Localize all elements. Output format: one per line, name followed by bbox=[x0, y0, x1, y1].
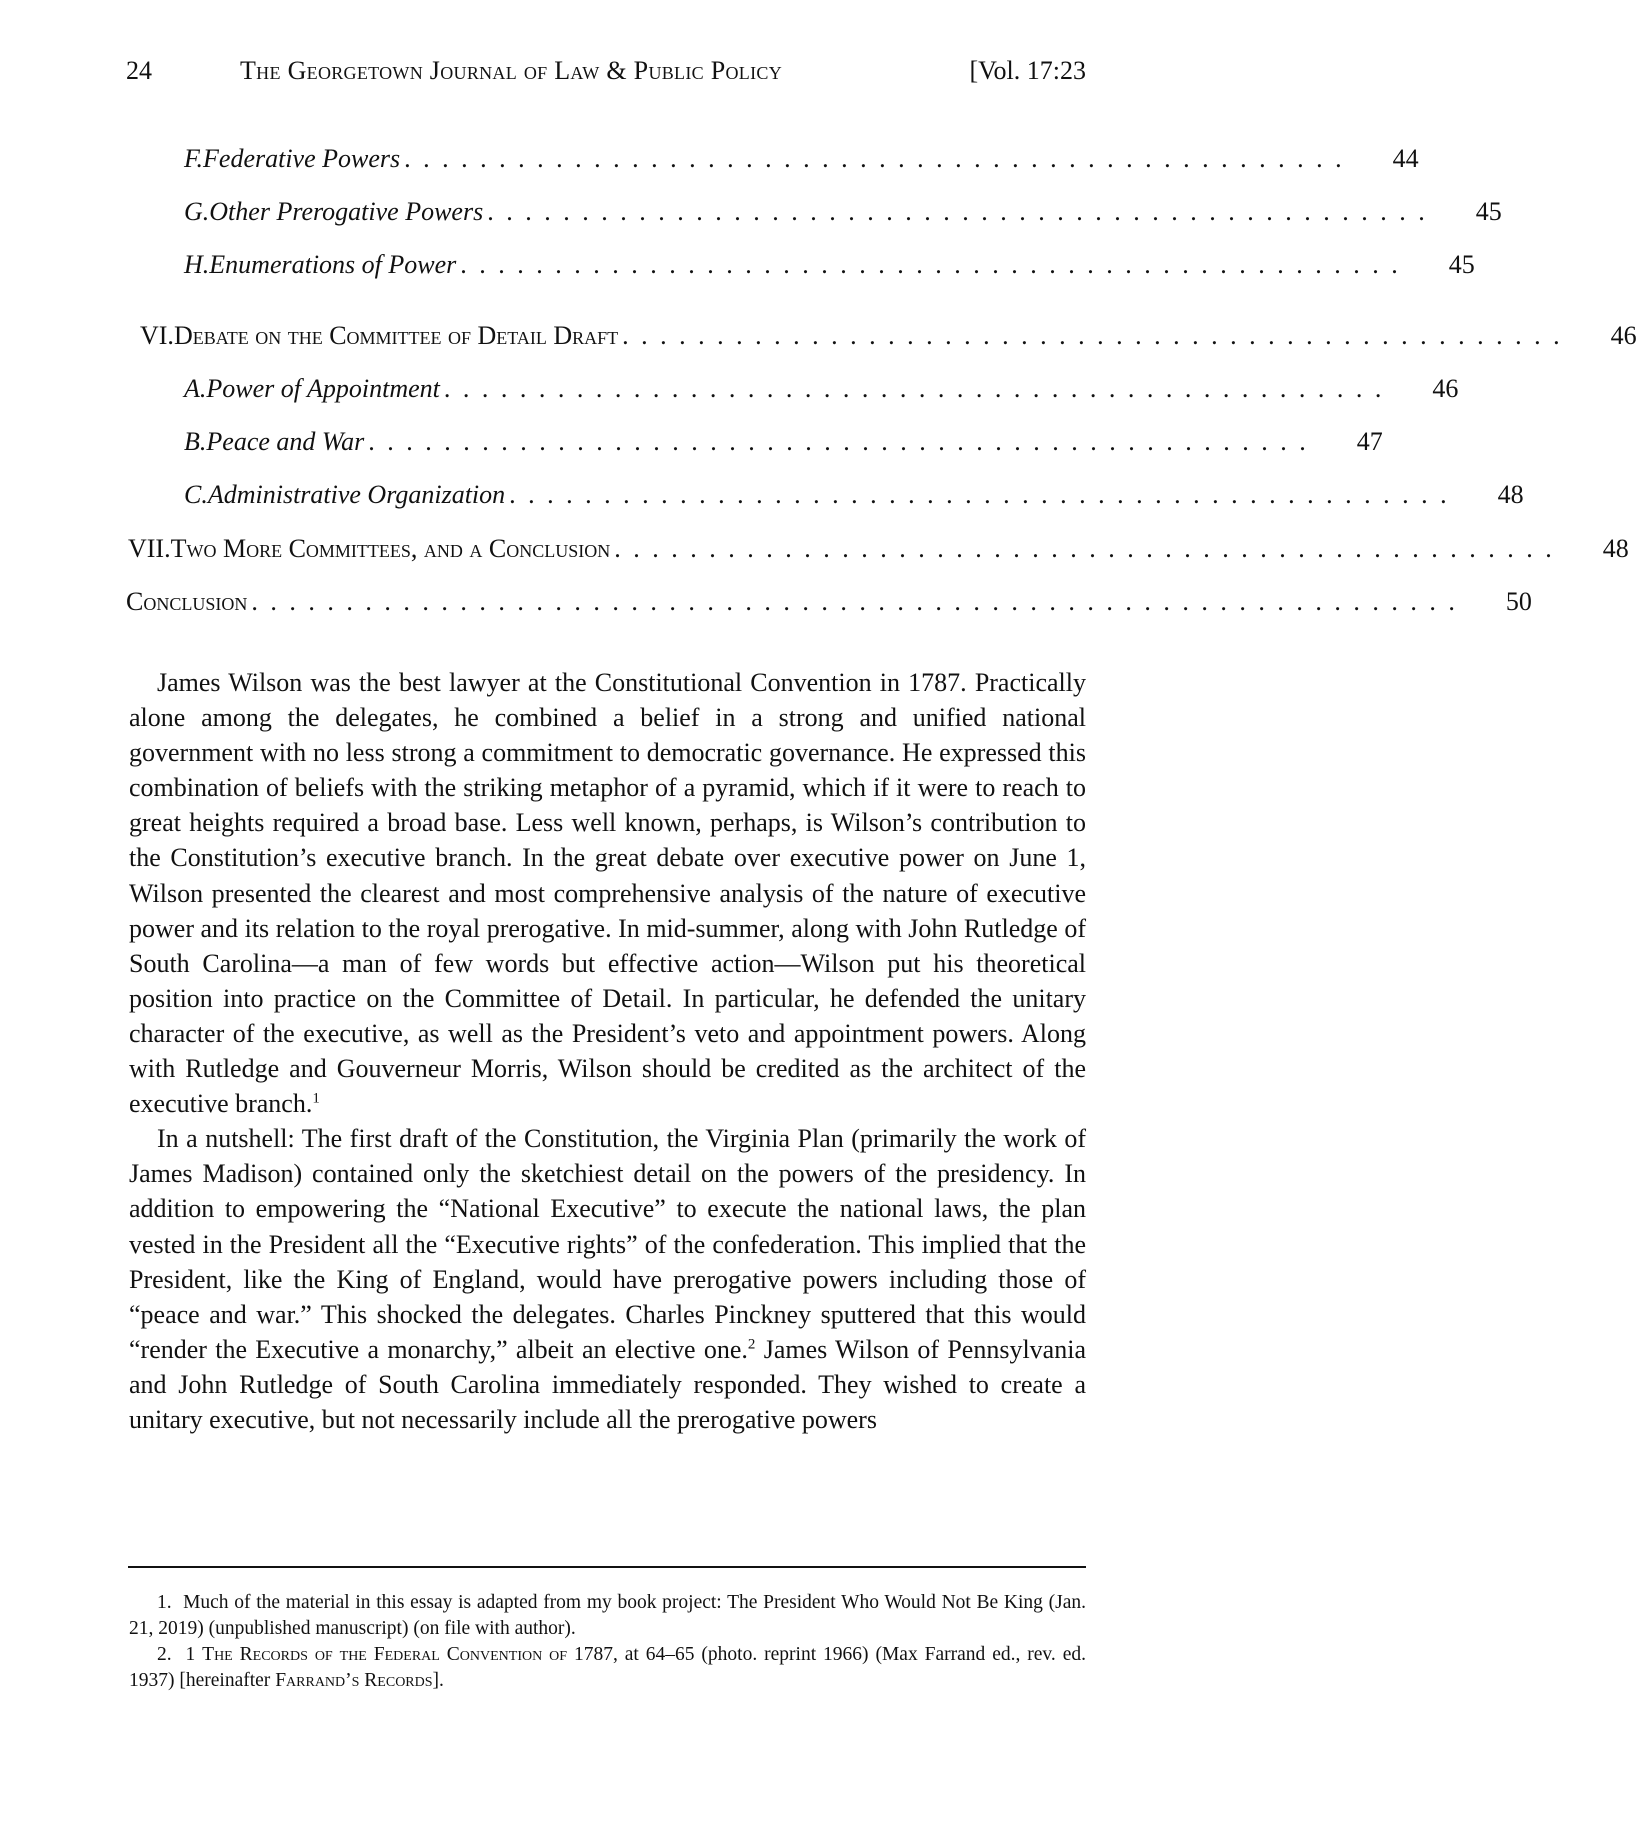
footnote-text: 2. 1 bbox=[157, 1644, 203, 1665]
toc-leader-dots: . . . . . . . . . . . . . . . . . . . . . . . . . . . . . . . . . . . . . . . . . . . . . . . . . . bbox=[614, 534, 1555, 563]
toc-entry-title: Peace and War bbox=[206, 427, 365, 456]
toc-entry-title: Conclusion bbox=[126, 587, 248, 616]
toc-leader-dots: . . . . . . . . . . . . . . . . . . . . . . . . . . . . . . . . . . . . . . . . . . . . . . . . . . bbox=[487, 197, 1428, 226]
toc-leader-dots: . . . . . . . . . . . . . . . . . . . . . . . . . . . . . . . . . . . . . . . . . . . . . . . . . . bbox=[443, 374, 1385, 403]
toc-entry-number: B. bbox=[184, 427, 207, 456]
toc-leader-dots: . . . . . . . . . . . . . . . . . . . . . . . . . . . . . . . . . . . . . . . . . . . . . . . . . . bbox=[460, 250, 1401, 279]
toc-entry-page: 48 bbox=[1602, 534, 1629, 563]
toc-entry bbox=[126, 374, 1459, 410]
footnote-short-title: Farrand’s Records bbox=[275, 1670, 433, 1691]
toc-entry-number: VII. bbox=[128, 534, 171, 563]
toc-entry-number: H. bbox=[184, 250, 210, 279]
toc-entry-title: Federative Powers bbox=[203, 144, 401, 173]
journal-title: The Georgetown Journal of Law & Public Policy bbox=[240, 56, 782, 85]
body-paragraph bbox=[129, 1121, 1086, 1437]
article-body bbox=[129, 665, 1086, 1437]
toc-leader-dots: . . . . . . . . . . . . . . . . . . . . . . . . . . . . . . . . . . . . . . . . . . . . . . . . . . bbox=[622, 321, 1563, 350]
toc-entry-page: 45 bbox=[1448, 250, 1475, 279]
toc-entry-number: C. bbox=[184, 480, 208, 509]
footnote-reference[interactable]: 1 bbox=[312, 1090, 320, 1107]
toc-entry-title: Enumerations of Power bbox=[209, 250, 457, 279]
toc-entry-page: 50 bbox=[1505, 587, 1532, 616]
toc-entry-page: 46 bbox=[1432, 374, 1459, 403]
toc-entry-number: G. bbox=[184, 197, 210, 226]
footnote-divider bbox=[128, 1566, 1086, 1568]
toc-entry bbox=[126, 144, 1419, 180]
paragraph-text: James Wilson of Pennsylvania and John Rutledge of South Carolina immediately responded. They wished to create a unitary executive, but not necessarily include all the prerogative powers bbox=[129, 1334, 1086, 1434]
footnote-source-title: The Records of the Federal Convention of bbox=[202, 1644, 568, 1665]
page-number: 24 bbox=[126, 56, 152, 85]
toc-entry-title: Power of Appointment bbox=[206, 374, 440, 403]
toc-entry-number: VI. bbox=[140, 321, 174, 350]
toc-entry-title: Two More Committees, and a Conclusion bbox=[170, 534, 611, 563]
toc-entry-page: 44 bbox=[1392, 144, 1419, 173]
toc-entry bbox=[126, 197, 1502, 233]
toc-entry bbox=[126, 534, 1629, 570]
footnote-2 bbox=[129, 1642, 1086, 1694]
footnote-text: 1787, at 64–65 (photo. reprint 1966) (Max Farrand ed., rev. ed. 1937) [hereinafter bbox=[129, 1644, 1086, 1691]
toc-entry-title: Administrative Organization bbox=[207, 480, 506, 509]
toc-entry-number: A. bbox=[184, 374, 207, 403]
paragraph-text: James Wilson was the best lawyer at the Constitutional Convention in 1787. Practically alone among the delegates, he combined a belief in a strong and unified national government with no less strong a commitment to democratic governance. He expressed this combination of beliefs with the striking metaphor of a pyramid, which if it were to reach to great heights required a broad base. Less well known, perhaps, is Wilson’s contribution to the Constitution’s executive branch. In the great debate over executive power on June 1, Wilson presented the clearest and most comprehensive analysis of the nature of executive power and its relation to the royal prerogative. In mid-summer, along with John Rutledge of South Carolina—a man of few words but effective action—Wilson put his theoretical position into practice on the Committee of Detail. In particular, he defended the unitary character of the executive, as well as the President’s veto and appointment powers. Along with Rutledge and Gouverneur Morris, Wilson should be credited as the architect of the executive branch. bbox=[129, 668, 1086, 1119]
footnote-1: 1. Much of the material in this essay is adapted from my book project: The President Who Would Not Be King (Jan. 21, 2019) (unpublished manuscript) (on file with author). bbox=[129, 1592, 1086, 1639]
running-header bbox=[126, 56, 1086, 96]
toc-entry-title: Debate on the Committee of Detail Draft bbox=[173, 321, 619, 350]
toc-leader-dots: . . . . . . . . . . . . . . . . . . . . . . . . . . . . . . . . . . . . . . . . . . . . . . . . . . bbox=[404, 144, 1345, 173]
toc-entry-title: Other Prerogative Powers bbox=[209, 197, 484, 226]
paragraph-text: In a nutshell: The first draft of the Constitution, the Virginia Plan (primarily the work of James Madison) contained only the sketchiest detail on the powers of the presidency. In addition to empowering the “National Executive” to execute the national laws, the plan vested in the President all the “Executive rights” of the confederation. This implied that the President, like the King of England, would have prerogative powers including those of “peace and war.” This shocked the delegates. Charles Pinckney sputtered that this would “render the Executive a monarchy,” albeit an elective one. bbox=[129, 1124, 1086, 1364]
toc-entry bbox=[126, 480, 1524, 516]
body-paragraph bbox=[129, 665, 1086, 1121]
volume-citation: [Vol. 17:23 bbox=[969, 56, 1086, 85]
toc-entry-page: 45 bbox=[1475, 197, 1502, 226]
toc-entry bbox=[126, 587, 1532, 623]
toc-entry-page: 46 bbox=[1610, 321, 1637, 350]
toc-entry-number: F. bbox=[184, 144, 204, 173]
toc-entry bbox=[126, 321, 1637, 357]
toc-leader-dots: . . . . . . . . . . . . . . . . . . . . . . . . . . . . . . . . . . . . . . . . . . . . . . . . . . bbox=[368, 427, 1309, 456]
toc-leader-dots: . . . . . . . . . . . . . . . . . . . . . . . . . . . . . . . . . . . . . . . . . . . . . . . . . . bbox=[509, 480, 1450, 509]
toc-entry bbox=[126, 250, 1475, 286]
toc-entry-page: 48 bbox=[1497, 480, 1524, 509]
toc-entry-page: 47 bbox=[1356, 427, 1383, 456]
footnote-reference[interactable]: 2 bbox=[747, 1336, 756, 1353]
toc-leader-dots: . . . . . . . . . . . . . . . . . . . . . . . . . . . . . . . . . . . . . . . . . . . . . . . . . . . . . . . . . . . . . . . . bbox=[251, 587, 1458, 616]
footnote-text: ]. bbox=[432, 1670, 444, 1691]
toc-entry bbox=[126, 427, 1383, 463]
footnotes bbox=[129, 1590, 1086, 1694]
